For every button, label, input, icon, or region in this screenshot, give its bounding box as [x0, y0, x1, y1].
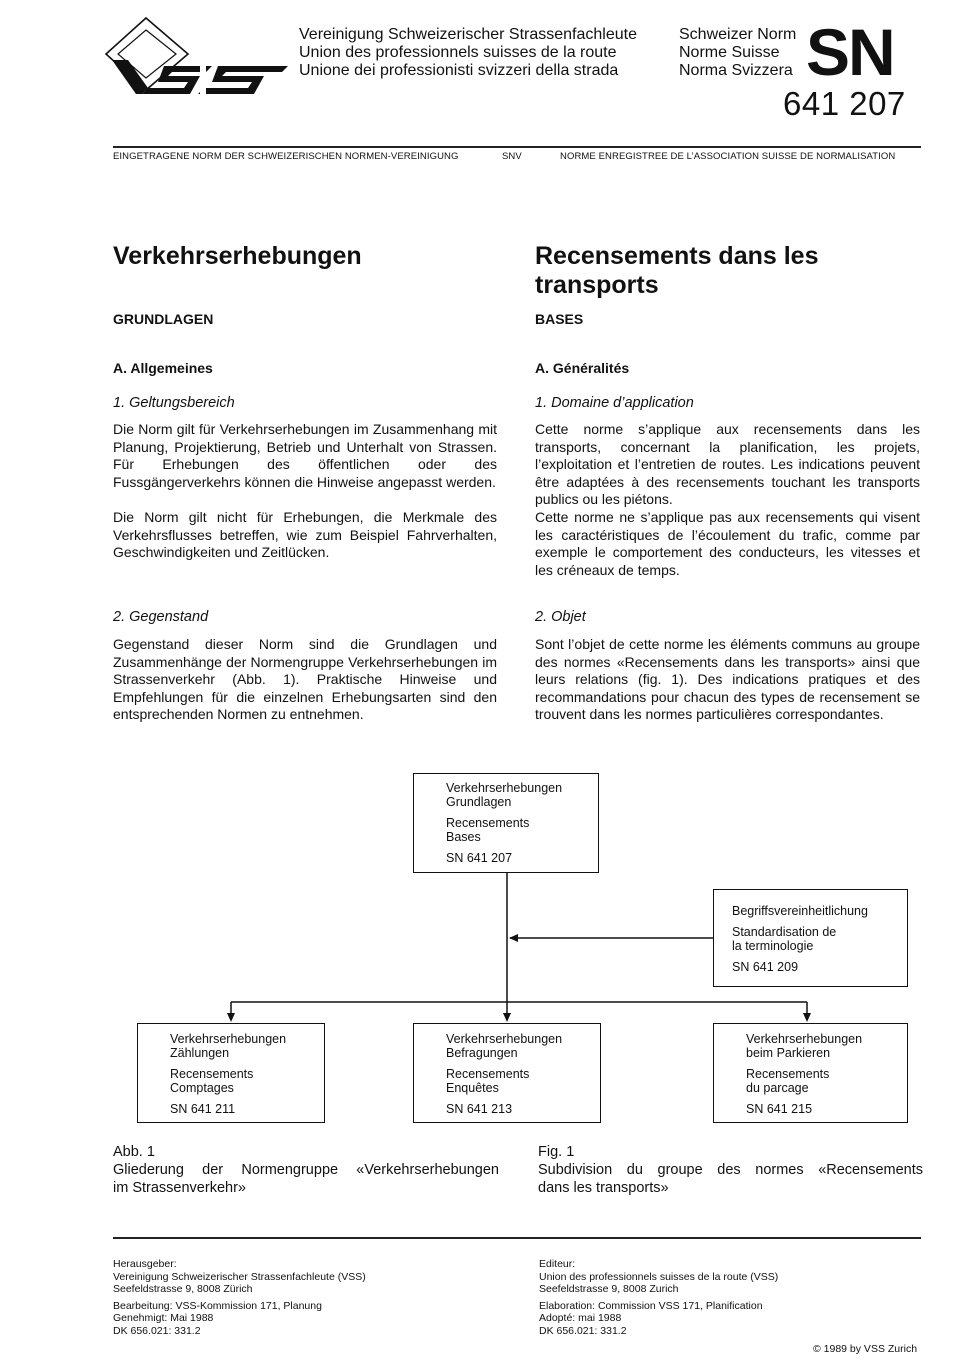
- subsection-2-de: 2. Gegenstand: [113, 609, 209, 625]
- title-fr-line1: Recensements dans les: [535, 242, 819, 270]
- diagram-box-counts: [137, 1023, 325, 1123]
- caption-de-line1: Gliederung der Normengruppe «Verkehrserhebungen: [113, 1162, 499, 1178]
- footer-de-publisher: Vereinigung Schweizerischer Strassenfachleute (VSS): [113, 1270, 366, 1283]
- norm-label-it: Norma Svizzera: [679, 62, 793, 79]
- registered-fr: NORME ENREGISTREE DE L’ASSOCIATION SUISSE DE NORMALISATION: [560, 151, 896, 162]
- box-basics-number: SN 641 207: [446, 851, 513, 865]
- org-name-it: Unione dei professionisti svizzeri della strada: [299, 62, 619, 79]
- footer-rule: [113, 1237, 921, 1239]
- caption-de-line2: im Strassenverkehr»: [113, 1180, 246, 1196]
- box-parking-line1: Verkehrserhebungen: [746, 1032, 863, 1046]
- norm-label-fr: Norme Suisse: [679, 44, 780, 61]
- box-basics-line1: Verkehrserhebungen: [446, 781, 563, 795]
- box-parking-line4: du parcage: [746, 1081, 809, 1095]
- paragraph-1a-fr: Cette norme s’applique aux recensements dans les transports, concernant la planification, les projets, l’exploitation et l’entretien de routes. Les indications peuvent être adaptées à des recensements touchant les transports publics ou les piétons.: [535, 421, 920, 507]
- subtitle-de: GRUNDLAGEN: [113, 311, 214, 327]
- sn-mark: SN: [806, 15, 894, 89]
- caption-fr-label: Fig. 1: [538, 1144, 575, 1160]
- footer-fr-publisher-label: Editeur:: [539, 1258, 576, 1270]
- footer-fr-publisher: Union des professionnels suisses de la route (VSS): [539, 1270, 779, 1283]
- box-basics-line4: Bases: [446, 830, 481, 844]
- box-terminology-number: SN 641 209: [732, 960, 799, 974]
- caption-fr-line1: Subdivision du groupe des normes «Recensements: [538, 1162, 923, 1178]
- paragraph-1b-fr: Cette norme ne s’applique pas aux recensements qui visent les caractéristiques de l’écoulement du trafic, comme par exemple le comportement des conducteurs, les vitesses et les créneaux de temps.: [535, 509, 920, 578]
- footer-de-approved: Genehmigt: Mai 1988: [113, 1312, 214, 1324]
- snv-label: SNV: [502, 151, 522, 162]
- box-surveys-line1: Verkehrserhebungen: [446, 1032, 563, 1046]
- box-counts-line4: Comptages: [170, 1081, 234, 1095]
- footer-de-dk: DK 656.021: 331.2: [113, 1324, 201, 1337]
- sn-number: 641 207: [783, 85, 906, 122]
- box-counts-line1: Verkehrserhebungen: [170, 1032, 287, 1046]
- paragraph-2-de: Gegenstand dieser Norm sind die Grundlagen und Zusammenhänge der Normengruppe Verkehrserhebungen im Strassenverkehr (Abb. 1). Praktische Hinweise und Empfehlungen für die einzelnen Erhebungsarten sind den entsprechenden Normen zu entnehmen.: [113, 636, 497, 722]
- registered-de: EINGETRAGENE NORM DER SCHWEIZERISCHEN NORMEN-VEREINIGUNG: [113, 151, 459, 162]
- box-surveys-number: SN 641 213: [446, 1102, 513, 1116]
- section-a-fr: A. Généralités: [535, 360, 630, 376]
- footer-fr-committee: Elaboration: Commission VSS 171, Planification: [539, 1299, 763, 1312]
- footer-de: [113, 1258, 366, 1337]
- caption-fr: [538, 1143, 923, 1197]
- box-surveys-line3: Recensements: [446, 1067, 530, 1081]
- section-a-de: A. Allgemeines: [113, 360, 213, 376]
- org-name-de: Vereinigung Schweizerischer Strassenfachleute: [299, 26, 637, 43]
- box-terminology-line1: Begriffsvereinheitlichung: [732, 904, 868, 918]
- caption-de: [113, 1143, 499, 1197]
- box-counts-line2: Zählungen: [170, 1046, 230, 1060]
- box-terminology-line3: la terminologie: [732, 939, 814, 953]
- diagram-box-parking: [713, 1023, 908, 1123]
- title-fr-line2: transports: [535, 271, 659, 299]
- box-parking-line2: beim Parkieren: [746, 1046, 831, 1060]
- diagram-box-basics: [413, 773, 599, 873]
- footer-de-committee: Bearbeitung: VSS-Kommission 171, Planung: [113, 1299, 322, 1312]
- subtitle-fr: BASES: [535, 311, 584, 327]
- caption-de-label: Abb. 1: [113, 1144, 155, 1160]
- diagram-box-terminology: [713, 889, 908, 987]
- box-counts-line3: Recensements: [170, 1067, 254, 1081]
- paragraph-2-fr: Sont l’objet de cette norme les éléments communs au groupe des normes «Recensements dans les transports» ainsi que leurs relations (fig. 1). Des indications pratiques et des recommandations pour chacun des types de recensement se trouvent dans les normes particulières correspondantes.: [535, 636, 920, 722]
- footer-fr-address: Seefeldstrasse 9, 8008 Zurich: [539, 1283, 679, 1295]
- box-counts-number: SN 641 211: [170, 1102, 236, 1116]
- copyright: © 1989 by VSS Zurich: [813, 1343, 918, 1355]
- subsection-1-de: 1. Geltungsbereich: [113, 395, 235, 411]
- subsection-1-fr: 1. Domaine d’application: [535, 395, 694, 411]
- box-parking-line3: Recensements: [746, 1067, 830, 1081]
- footer-fr-adopted: Adopté: mai 1988: [539, 1312, 622, 1324]
- footer-de-address: Seefeldstrasse 9, 8008 Zürich: [113, 1283, 253, 1295]
- footer-de-publisher-label: Herausgeber:: [113, 1258, 177, 1270]
- paragraph-1a-de: Die Norm gilt für Verkehrserhebungen im Zusammenhang mit Planung, Projektierung, Betrieb und Unterhalt von Strassen. Für Erhebungen des öffentlichen oder des Fussgängerverkehrs können die Hinweise angepasst werden.: [113, 421, 497, 490]
- box-surveys-line4: Enquêtes: [446, 1081, 499, 1095]
- title-de: Verkehrserhebungen: [113, 242, 362, 270]
- box-parking-number: SN 641 215: [746, 1102, 813, 1116]
- box-basics-line3: Recensements: [446, 816, 530, 830]
- subsection-2-fr: 2. Objet: [535, 609, 586, 625]
- footer-fr: [539, 1258, 778, 1337]
- box-surveys-line2: Befragungen: [446, 1046, 518, 1060]
- org-name-fr: Union des professionnels suisses de la route: [299, 44, 617, 61]
- norm-label-de: Schweizer Norm: [679, 26, 797, 43]
- diagram-box-surveys: [413, 1023, 601, 1123]
- footer-fr-dk: DK 656.021: 331.2: [539, 1324, 627, 1337]
- box-terminology-line2: Standardisation de: [732, 925, 837, 939]
- box-basics-line2: Grundlagen: [446, 795, 512, 809]
- paragraph-1b-de: Die Norm gilt nicht für Erhebungen, die Merkmale des Verkehrsflusses betreffen, wie zum Beispiel Fahrverhalten, Geschwindigkeiten und Zeitlücken.: [113, 509, 497, 560]
- caption-fr-line2: dans les transports»: [538, 1180, 669, 1196]
